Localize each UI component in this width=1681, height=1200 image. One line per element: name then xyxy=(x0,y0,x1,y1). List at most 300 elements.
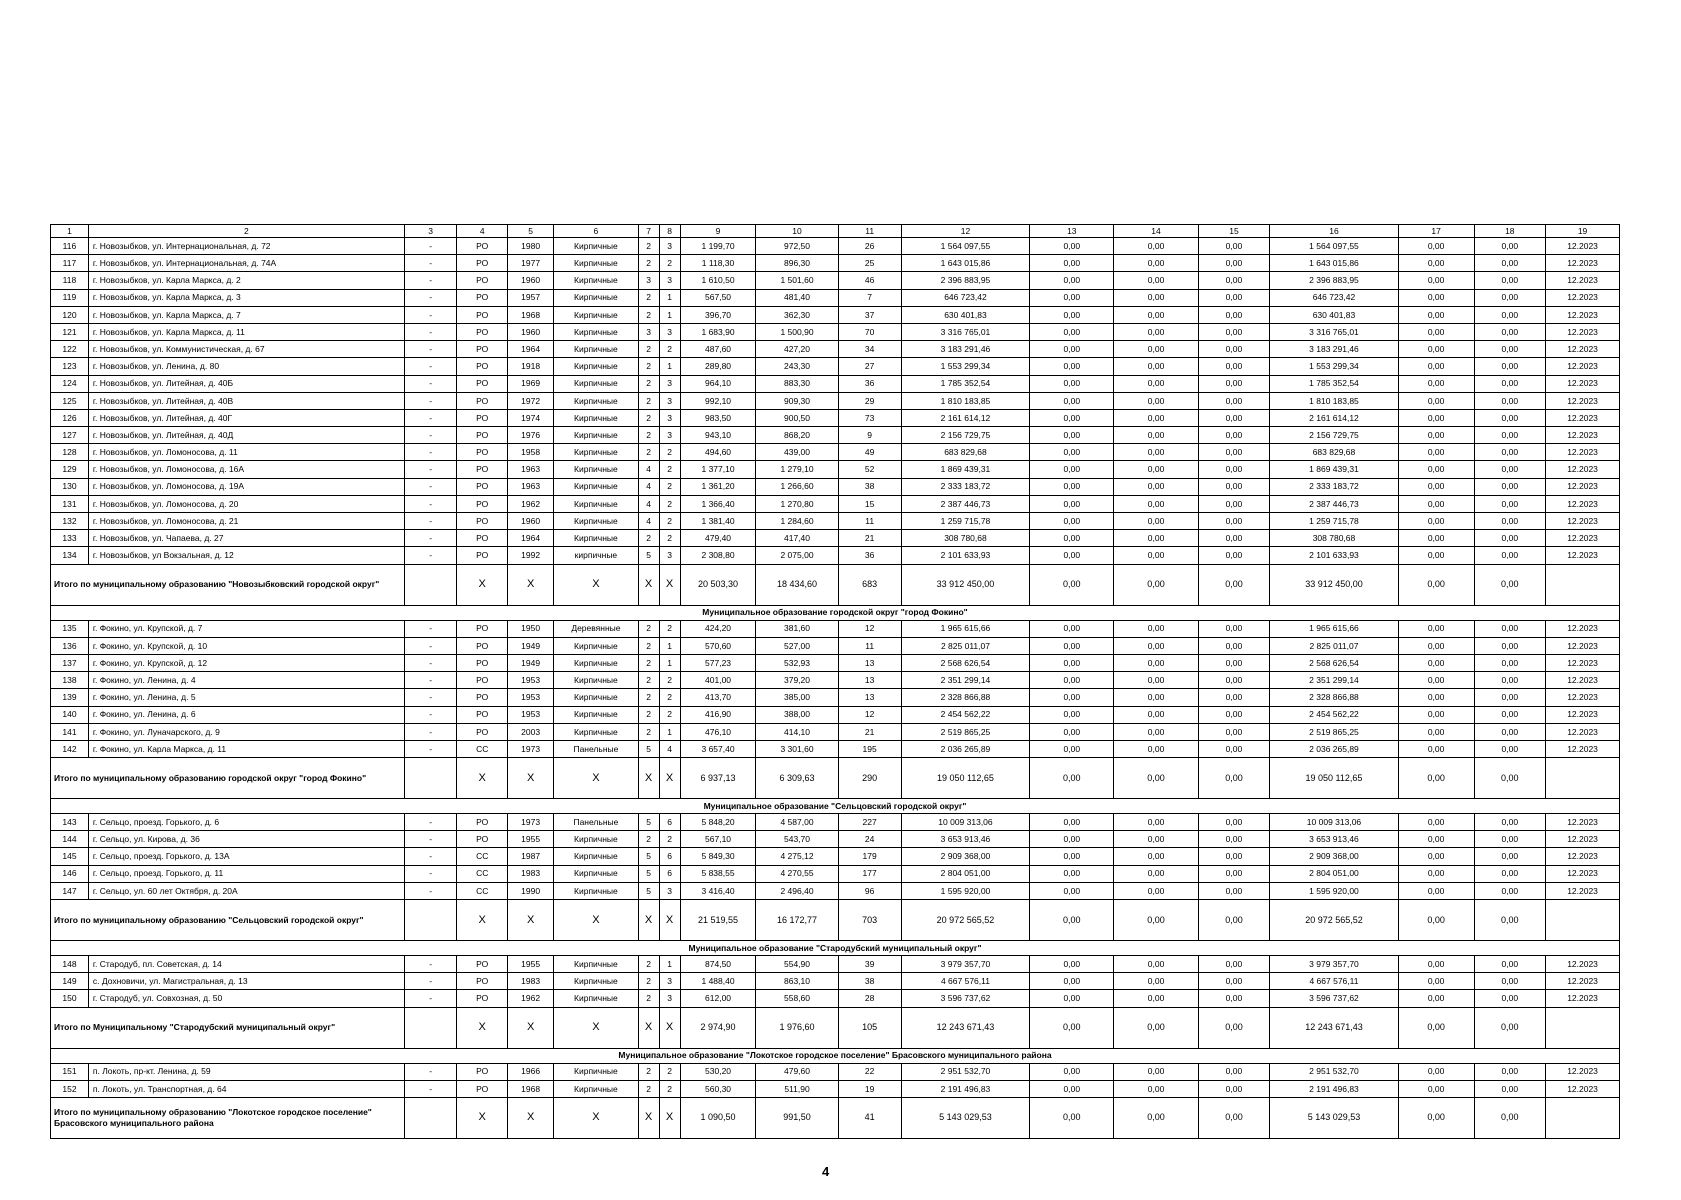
subtotal-cell: 33 912 450,00 xyxy=(1270,564,1398,605)
table-cell: Кирпичные xyxy=(554,375,638,392)
table-cell: 0,00 xyxy=(1114,723,1198,740)
table-cell: - xyxy=(404,865,457,882)
table-cell: 0,00 xyxy=(1198,956,1270,973)
subtotal-cell: 33 912 450,00 xyxy=(901,564,1029,605)
table-cell: 0,00 xyxy=(1114,1080,1198,1097)
table-cell: 12.2023 xyxy=(1546,672,1620,689)
table-cell: 5 xyxy=(638,882,659,899)
table-cell: - xyxy=(404,513,457,530)
table-cell: 683 829,68 xyxy=(1270,444,1398,461)
table-cell: Кирпичные xyxy=(554,255,638,272)
table-cell: 0,00 xyxy=(1114,672,1198,689)
table-cell: 683 829,68 xyxy=(901,444,1029,461)
subtotal-label: Итого по муниципальному образованию "Локотское городское поселение" Брасовского муниципального района xyxy=(51,1097,405,1138)
table-cell: 0,00 xyxy=(1474,973,1546,990)
table-cell: 150 xyxy=(51,990,89,1007)
subtotal-cell: 5 143 029,53 xyxy=(1270,1097,1398,1138)
table-cell: 3 979 357,70 xyxy=(901,956,1029,973)
address-cell: г. Новозыбков, ул. Литейная, д. 40Г xyxy=(88,409,404,426)
table-cell: 12.2023 xyxy=(1546,306,1620,323)
table-cell: 1955 xyxy=(507,831,553,848)
table-cell: 13 xyxy=(838,689,901,706)
table-cell: 0,00 xyxy=(1474,238,1546,255)
table-cell: 0,00 xyxy=(1474,375,1546,392)
subtotal-cell: 0,00 xyxy=(1114,758,1198,799)
table-cell: 0,00 xyxy=(1198,637,1270,654)
table-cell: 1 488,40 xyxy=(680,973,756,990)
table-cell: 12.2023 xyxy=(1546,620,1620,637)
table-cell: 12.2023 xyxy=(1546,740,1620,757)
table-cell: - xyxy=(404,306,457,323)
table-cell: 0,00 xyxy=(1198,848,1270,865)
table-cell: 0,00 xyxy=(1030,547,1114,564)
table-row xyxy=(51,392,1620,409)
table-cell: 1973 xyxy=(507,814,553,831)
table-cell: 494,60 xyxy=(680,444,756,461)
table-cell: 1 965 615,66 xyxy=(1270,620,1398,637)
address-cell: г. Новозыбков, ул. Ломоносова, д. 16А xyxy=(88,461,404,478)
table-row xyxy=(51,323,1620,340)
table-cell: 2 xyxy=(638,973,659,990)
subtotal-cell: 0,00 xyxy=(1474,758,1546,799)
table-cell: 6 xyxy=(659,865,680,882)
page-number: 4 xyxy=(822,1164,830,1179)
address-cell: г. Новозыбков, ул. Коммунистическая, д. 67 xyxy=(88,341,404,358)
table-row xyxy=(51,654,1620,671)
table-cell: - xyxy=(404,672,457,689)
table-cell: 10 009 313,06 xyxy=(1270,814,1398,831)
table-cell: 3 xyxy=(659,238,680,255)
table-cell: РО xyxy=(457,513,508,530)
table-cell: 0,00 xyxy=(1030,956,1114,973)
table-cell: 0,00 xyxy=(1398,478,1474,495)
table-cell: 1 118,30 xyxy=(680,255,756,272)
table-cell: 7 xyxy=(838,289,901,306)
table-cell: 2 951 532,70 xyxy=(1270,1063,1398,1080)
table-cell: 2 036 265,89 xyxy=(1270,740,1398,757)
table-cell: 2 333 183,72 xyxy=(901,478,1029,495)
table-cell: 5 838,55 xyxy=(680,865,756,882)
table-cell: 0,00 xyxy=(1030,427,1114,444)
subtotal-cell: 0,00 xyxy=(1398,1007,1474,1048)
table-cell: 0,00 xyxy=(1030,814,1114,831)
table-cell: 1 381,40 xyxy=(680,513,756,530)
address-cell: г. Фокино, ул. Крупской, д. 12 xyxy=(88,654,404,671)
table-cell: 2 101 633,93 xyxy=(901,547,1029,564)
subtotal-cell: 0,00 xyxy=(1474,900,1546,941)
table-cell: 2 101 633,93 xyxy=(1270,547,1398,564)
table-cell: 0,00 xyxy=(1198,409,1270,426)
table-cell: 141 xyxy=(51,723,89,740)
subtotal-cell xyxy=(1546,1097,1620,1138)
table-cell: 0,00 xyxy=(1198,341,1270,358)
table-cell: СС xyxy=(457,882,508,899)
address-cell: г. Сельцо, проезд. Горького, д. 6 xyxy=(88,814,404,831)
address-cell: г. Новозыбков, ул. Чапаева, д. 27 xyxy=(88,530,404,547)
table-cell: 0,00 xyxy=(1030,272,1114,289)
table-cell: 0,00 xyxy=(1398,723,1474,740)
table-cell: 900,50 xyxy=(756,409,838,426)
table-cell: 12.2023 xyxy=(1546,255,1620,272)
table-cell: 943,10 xyxy=(680,427,756,444)
subtotal-row xyxy=(51,564,1620,605)
table-cell: 0,00 xyxy=(1198,461,1270,478)
table-cell: 2 496,40 xyxy=(756,882,838,899)
address-cell: г. Сельцо, проезд. Горького, д. 13А xyxy=(88,848,404,865)
table-cell: 12.2023 xyxy=(1546,689,1620,706)
table-cell: 0,00 xyxy=(1398,427,1474,444)
table-cell: 0,00 xyxy=(1114,495,1198,512)
table-cell: 1 810 183,85 xyxy=(1270,392,1398,409)
table-row xyxy=(51,513,1620,530)
table-cell: 2 xyxy=(638,689,659,706)
table-cell: 22 xyxy=(838,1063,901,1080)
subtotal-cell: 0,00 xyxy=(1198,758,1270,799)
table-cell: 2 191 496,83 xyxy=(901,1080,1029,1097)
table-cell: 2 351 299,14 xyxy=(1270,672,1398,689)
table-cell: 12.2023 xyxy=(1546,375,1620,392)
table-cell: 0,00 xyxy=(1114,478,1198,495)
table-cell: 12.2023 xyxy=(1546,547,1620,564)
table-cell: 13 xyxy=(838,654,901,671)
table-cell: 0,00 xyxy=(1474,637,1546,654)
table-row xyxy=(51,814,1620,831)
subtotal-cell: X xyxy=(507,900,553,941)
table-cell: 0,00 xyxy=(1114,306,1198,323)
table-cell: РО xyxy=(457,1080,508,1097)
column-number-cell: 3 xyxy=(404,225,457,238)
table-cell: 0,00 xyxy=(1398,306,1474,323)
table-row xyxy=(51,358,1620,375)
table-cell: 118 xyxy=(51,272,89,289)
table-cell: 0,00 xyxy=(1198,289,1270,306)
table-row xyxy=(51,238,1620,255)
table-cell: 992,10 xyxy=(680,392,756,409)
table-cell: 439,00 xyxy=(756,444,838,461)
address-cell: г. Новозыбков, ул. Карла Маркса, д. 11 xyxy=(88,323,404,340)
table-cell: РО xyxy=(457,306,508,323)
table-cell: Кирпичные xyxy=(554,1080,638,1097)
subtotal-cell: X xyxy=(659,1097,680,1138)
table-row xyxy=(51,255,1620,272)
table-cell: 6 xyxy=(659,814,680,831)
subtotal-cell: 0,00 xyxy=(1198,1097,1270,1138)
table-cell: 1980 xyxy=(507,238,553,255)
table-cell: 12.2023 xyxy=(1546,637,1620,654)
table-cell: 0,00 xyxy=(1114,461,1198,478)
table-cell: 0,00 xyxy=(1198,530,1270,547)
table-cell: 4 667 576,11 xyxy=(1270,973,1398,990)
table-cell: 0,00 xyxy=(1030,392,1114,409)
table-cell: 2 909 368,00 xyxy=(901,848,1029,865)
table-cell: РО xyxy=(457,973,508,990)
table-cell: 1918 xyxy=(507,358,553,375)
table-cell: 2 xyxy=(659,341,680,358)
table-cell: 0,00 xyxy=(1398,409,1474,426)
table-cell: 12.2023 xyxy=(1546,272,1620,289)
column-number-cell: 9 xyxy=(680,225,756,238)
table-cell: 3 xyxy=(659,973,680,990)
table-cell: 2 xyxy=(638,620,659,637)
table-cell: 4 xyxy=(638,495,659,512)
table-cell: 125 xyxy=(51,392,89,409)
subtotal-cell: 1 090,50 xyxy=(680,1097,756,1138)
table-cell: - xyxy=(404,530,457,547)
table-cell: Кирпичные xyxy=(554,973,638,990)
table-cell: 0,00 xyxy=(1198,814,1270,831)
subtotal-cell: 0,00 xyxy=(1398,900,1474,941)
table-cell: 3 416,40 xyxy=(680,882,756,899)
table-cell: 2 156 729,75 xyxy=(1270,427,1398,444)
table-cell: 630 401,83 xyxy=(901,306,1029,323)
subtotal-cell: X xyxy=(457,564,508,605)
table-cell: 1 564 097,55 xyxy=(1270,238,1398,255)
table-cell: 481,40 xyxy=(756,289,838,306)
table-cell: 4 270,55 xyxy=(756,865,838,882)
table-cell: 128 xyxy=(51,444,89,461)
section-title: Муниципальное образование "Сельцовский городской округ" xyxy=(51,799,1620,814)
table-cell: 2 xyxy=(638,1063,659,1080)
address-cell: г. Фокино, ул. Ленина, д. 4 xyxy=(88,672,404,689)
table-cell: 2 825 011,07 xyxy=(901,637,1029,654)
table-cell: Кирпичные xyxy=(554,882,638,899)
table-cell: 0,00 xyxy=(1198,358,1270,375)
table-cell: 12.2023 xyxy=(1546,831,1620,848)
subtotal-label: Итого по Муниципальному "Стародубский муниципальный округ" xyxy=(51,1007,405,1048)
table-cell: 12.2023 xyxy=(1546,495,1620,512)
table-cell: 12.2023 xyxy=(1546,956,1620,973)
subtotal-cell: 41 xyxy=(838,1097,901,1138)
table-cell: 0,00 xyxy=(1398,289,1474,306)
table-cell: 1953 xyxy=(507,689,553,706)
subtotal-cell: 0,00 xyxy=(1474,1097,1546,1138)
table-cell: 0,00 xyxy=(1114,706,1198,723)
table-cell: 577,23 xyxy=(680,654,756,671)
table-cell: 0,00 xyxy=(1198,706,1270,723)
table-cell: СС xyxy=(457,865,508,882)
table-cell: 3 657,40 xyxy=(680,740,756,757)
address-cell: г. Сельцо, проезд. Горького, д. 11 xyxy=(88,865,404,882)
table-cell: 0,00 xyxy=(1398,272,1474,289)
subtotal-cell: 0,00 xyxy=(1114,1007,1198,1048)
table-cell: 0,00 xyxy=(1474,255,1546,272)
table-cell: кирпичные xyxy=(554,547,638,564)
table-cell: 0,00 xyxy=(1474,306,1546,323)
table-row xyxy=(51,341,1620,358)
table-cell: 0,00 xyxy=(1398,238,1474,255)
subtotal-cell xyxy=(404,1007,457,1048)
table-cell: Кирпичные xyxy=(554,706,638,723)
table-cell: РО xyxy=(457,495,508,512)
table-cell: 0,00 xyxy=(1398,672,1474,689)
table-cell: 139 xyxy=(51,689,89,706)
section-title: Муниципальное образование "Локотское городское поселение" Брасовского муниципального района xyxy=(51,1048,1620,1063)
table-cell: Кирпичные xyxy=(554,723,638,740)
table-cell: 0,00 xyxy=(1398,392,1474,409)
table-cell: 12.2023 xyxy=(1546,323,1620,340)
table-cell: 0,00 xyxy=(1398,956,1474,973)
table-row xyxy=(51,306,1620,323)
table-cell: СС xyxy=(457,848,508,865)
table-cell: 0,00 xyxy=(1474,956,1546,973)
table-cell: 12.2023 xyxy=(1546,238,1620,255)
table-cell: - xyxy=(404,689,457,706)
table-cell: 1 564 097,55 xyxy=(901,238,1029,255)
table-cell: 0,00 xyxy=(1474,848,1546,865)
table-cell: 2003 xyxy=(507,723,553,740)
subtotal-cell: 5 143 029,53 xyxy=(901,1097,1029,1138)
subtotal-cell: 0,00 xyxy=(1398,564,1474,605)
table-cell: 417,40 xyxy=(756,530,838,547)
table-cell: 0,00 xyxy=(1030,495,1114,512)
table-cell: 136 xyxy=(51,637,89,654)
table-cell: - xyxy=(404,289,457,306)
table-cell: 1972 xyxy=(507,392,553,409)
table-cell: Кирпичные xyxy=(554,1063,638,1080)
table-cell: 0,00 xyxy=(1114,392,1198,409)
table-cell: 2 825 011,07 xyxy=(1270,637,1398,654)
table-cell: - xyxy=(404,740,457,757)
subtotal-cell xyxy=(1546,564,1620,605)
subtotal-cell: 12 243 671,43 xyxy=(901,1007,1029,1048)
table-cell: 2 xyxy=(638,375,659,392)
table-cell: 1976 xyxy=(507,427,553,444)
table-cell: 12.2023 xyxy=(1546,723,1620,740)
table-cell: Кирпичные xyxy=(554,478,638,495)
table-cell: 29 xyxy=(838,392,901,409)
section-header-row xyxy=(51,799,1620,814)
table-cell: 12.2023 xyxy=(1546,814,1620,831)
table-cell: РО xyxy=(457,637,508,654)
table-cell: 1974 xyxy=(507,409,553,426)
table-row xyxy=(51,1080,1620,1097)
table-cell: 0,00 xyxy=(1198,1080,1270,1097)
subtotal-row xyxy=(51,1097,1620,1138)
table-cell: 152 xyxy=(51,1080,89,1097)
table-cell: 0,00 xyxy=(1114,289,1198,306)
subtotal-row xyxy=(51,900,1620,941)
table-cell: 28 xyxy=(838,990,901,1007)
address-cell: г. Новозыбков, ул. Карла Маркса, д. 2 xyxy=(88,272,404,289)
table-cell: 9 xyxy=(838,427,901,444)
column-number-cell: 2 xyxy=(88,225,404,238)
table-cell: - xyxy=(404,238,457,255)
table-cell: 1990 xyxy=(507,882,553,899)
table-cell: 2 454 562,22 xyxy=(1270,706,1398,723)
table-cell: 0,00 xyxy=(1474,740,1546,757)
subtotal-label: Итого по муниципальному образованию "Сельцовский городской округ" xyxy=(51,900,405,941)
table-cell: 126 xyxy=(51,409,89,426)
table-cell: 116 xyxy=(51,238,89,255)
subtotal-cell: 20 972 565,52 xyxy=(901,900,1029,941)
table-cell: 0,00 xyxy=(1114,530,1198,547)
table-cell: РО xyxy=(457,289,508,306)
subtotal-row xyxy=(51,1007,1620,1048)
table-cell: 424,20 xyxy=(680,620,756,637)
table-cell: 0,00 xyxy=(1030,723,1114,740)
column-number-cell: 5 xyxy=(507,225,553,238)
table-cell: 1963 xyxy=(507,478,553,495)
table-header-row xyxy=(51,225,1620,238)
table-cell: 379,20 xyxy=(756,672,838,689)
table-cell: 396,70 xyxy=(680,306,756,323)
table-cell: 0,00 xyxy=(1198,865,1270,882)
table-cell: 5 xyxy=(638,814,659,831)
table-cell: 147 xyxy=(51,882,89,899)
table-row xyxy=(51,530,1620,547)
table-cell: 0,00 xyxy=(1198,672,1270,689)
table-cell: 0,00 xyxy=(1474,444,1546,461)
subtotal-cell: 290 xyxy=(838,758,901,799)
table-cell: РО xyxy=(457,444,508,461)
table-cell: - xyxy=(404,427,457,444)
subtotal-cell: 0,00 xyxy=(1198,1007,1270,1048)
table-cell: 1 270,80 xyxy=(756,495,838,512)
table-cell: 4 667 576,11 xyxy=(901,973,1029,990)
table-cell: Кирпичные xyxy=(554,341,638,358)
table-row xyxy=(51,272,1620,289)
subtotal-cell: 0,00 xyxy=(1114,564,1198,605)
table-cell: РО xyxy=(457,689,508,706)
table-cell: 13 xyxy=(838,672,901,689)
table-cell: Кирпичные xyxy=(554,272,638,289)
address-cell: г. Новозыбков, ул. Литейная, д. 40В xyxy=(88,392,404,409)
subtotal-cell: X xyxy=(638,564,659,605)
table-cell: 2 568 626,54 xyxy=(901,654,1029,671)
table-cell: 0,00 xyxy=(1114,831,1198,848)
table-cell: - xyxy=(404,392,457,409)
table-cell: 1983 xyxy=(507,973,553,990)
table-cell: 0,00 xyxy=(1114,689,1198,706)
address-cell: г. Фокино, ул. Ленина, д. 6 xyxy=(88,706,404,723)
table-cell: 2 xyxy=(638,672,659,689)
table-cell: 0,00 xyxy=(1114,375,1198,392)
table-cell: 12.2023 xyxy=(1546,530,1620,547)
table-cell: 0,00 xyxy=(1114,956,1198,973)
table-cell: РО xyxy=(457,814,508,831)
column-number-cell: 7 xyxy=(638,225,659,238)
table-row xyxy=(51,956,1620,973)
table-cell: 0,00 xyxy=(1398,990,1474,1007)
table-cell: 4 xyxy=(638,513,659,530)
table-cell: 560,30 xyxy=(680,1080,756,1097)
table-cell: 0,00 xyxy=(1198,831,1270,848)
table-cell: 0,00 xyxy=(1030,672,1114,689)
table-cell: 0,00 xyxy=(1198,375,1270,392)
table-row xyxy=(51,706,1620,723)
table-cell: 0,00 xyxy=(1198,255,1270,272)
table-cell: 38 xyxy=(838,973,901,990)
table-cell: 909,30 xyxy=(756,392,838,409)
table-cell: 12.2023 xyxy=(1546,444,1620,461)
table-cell: 34 xyxy=(838,341,901,358)
table-cell: 0,00 xyxy=(1474,672,1546,689)
table-cell: 0,00 xyxy=(1474,706,1546,723)
table-cell: 2 075,00 xyxy=(756,547,838,564)
table-cell: 2 xyxy=(659,689,680,706)
table-cell: 1 366,40 xyxy=(680,495,756,512)
table-cell: 12.2023 xyxy=(1546,341,1620,358)
table-cell: РО xyxy=(457,478,508,495)
table-cell: 0,00 xyxy=(1030,654,1114,671)
section-title: Муниципальное образование "Стародубский муниципальный округ" xyxy=(51,941,1620,956)
table-cell: 1 683,90 xyxy=(680,323,756,340)
subtotal-cell: 0,00 xyxy=(1474,1007,1546,1048)
table-cell: 2 161 614,12 xyxy=(1270,409,1398,426)
table-cell: 1 785 352,54 xyxy=(901,375,1029,392)
table-cell: 0,00 xyxy=(1114,444,1198,461)
table-cell: 0,00 xyxy=(1398,495,1474,512)
